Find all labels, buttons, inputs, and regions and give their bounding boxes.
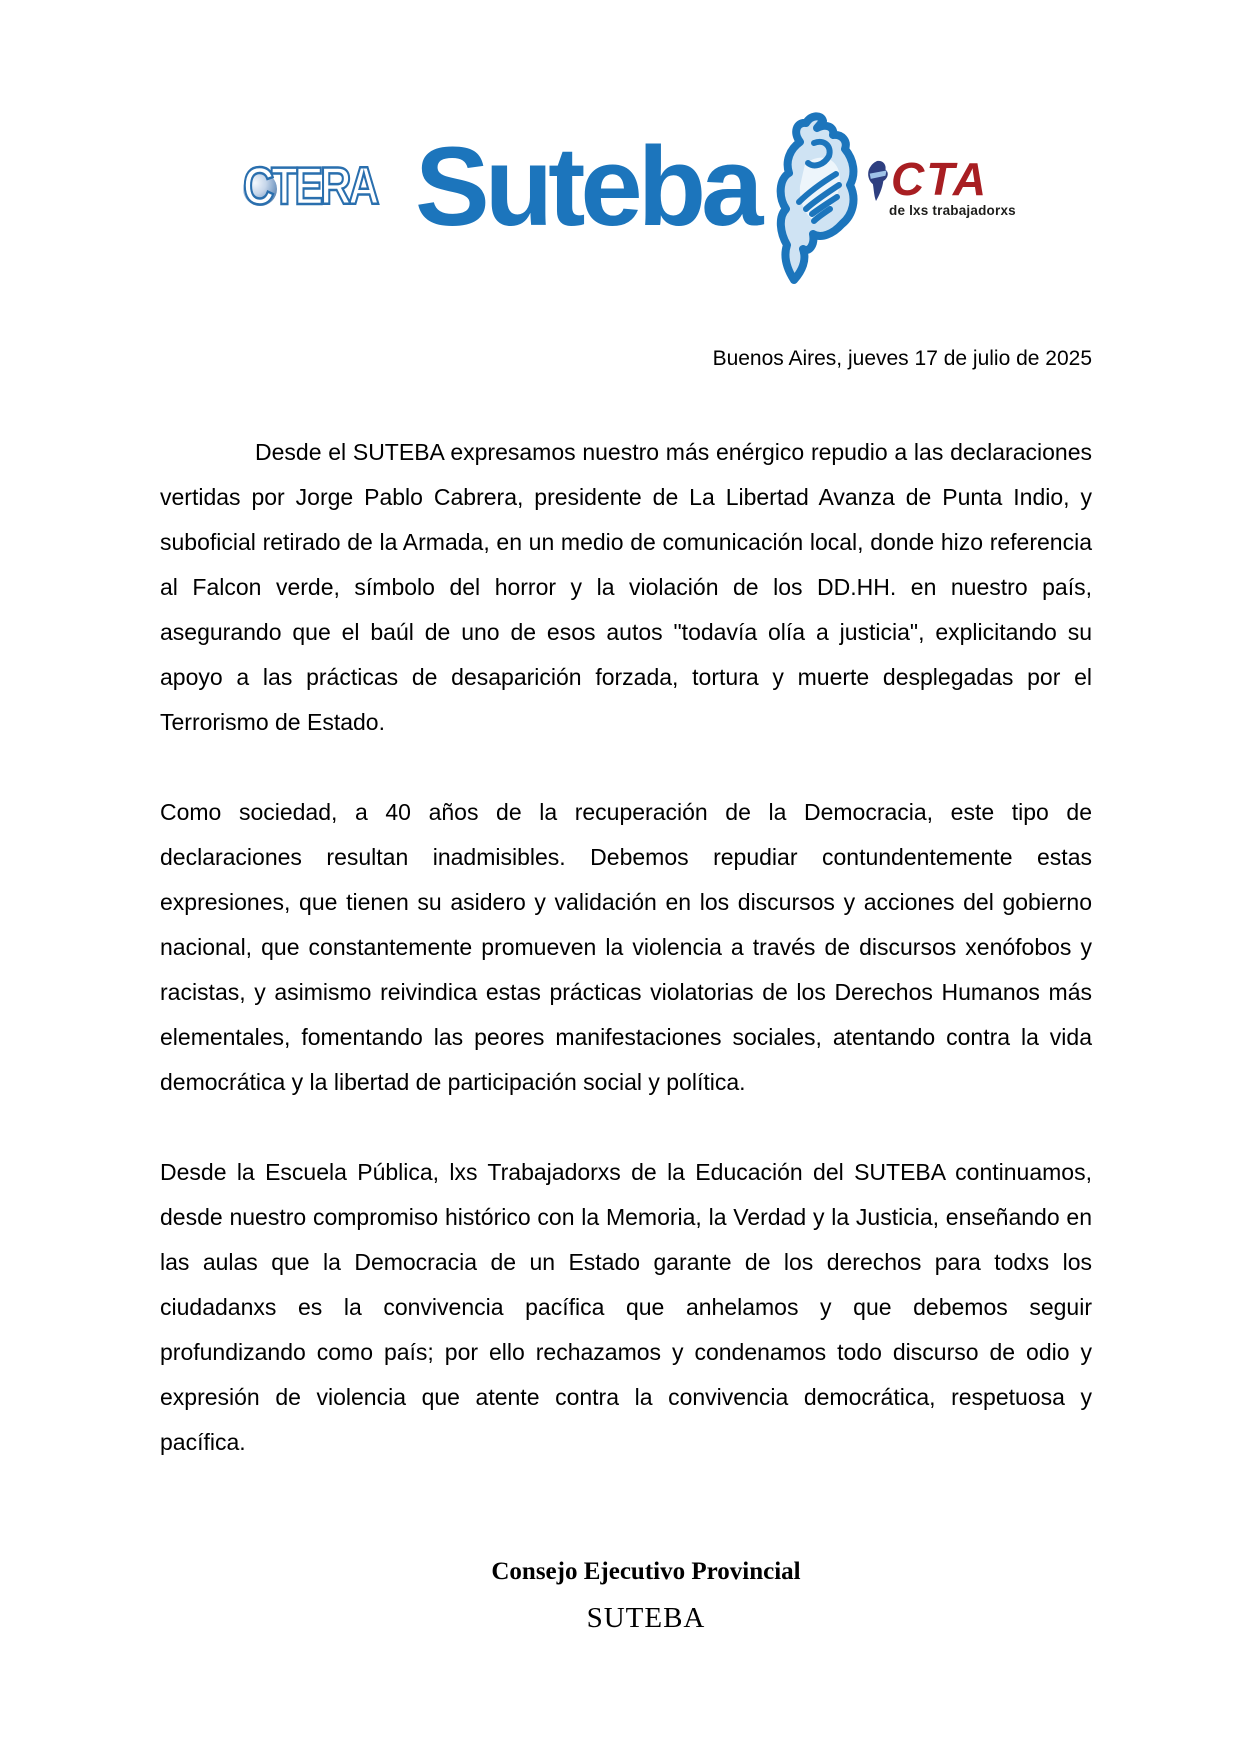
south-america-map-icon bbox=[863, 160, 889, 202]
letter-body bbox=[160, 345, 1092, 1635]
footer-signature-title: Consejo Ejecutivo Provincial bbox=[491, 1558, 801, 1585]
cta-subtitle: de lxs trabajadorxs bbox=[889, 203, 1016, 218]
ctera-wordmark: CTERA bbox=[243, 157, 377, 216]
suteba-wordmark: Suteba bbox=[415, 124, 759, 249]
cta-wordmark: CTA bbox=[891, 153, 989, 205]
suteba-map-hand-icon bbox=[760, 112, 860, 287]
footer-signature-org: SUTEBA bbox=[586, 1602, 706, 1634]
suteba-logo bbox=[415, 112, 860, 287]
body-paragraph-1: Desde el SUTEBA expresamos nuestro más enérgico repudio a las declaraciones vertidas por Jorge Pablo Cabrera, presidente de La Libertad Avanza de Punta Indio, y suboficial retirado de la Armada, en un medio de comunicación local, donde hizo referencia al Falcon verde, símbolo del horror y la violación de los DD.HH. en nuestro país, asegurando que el baúl de uno de esos autos "todavía olía a justicia", explicitando su apoyo a las prácticas de desaparición forzada, tortura y muerte desplegadas por el Terrorismo de Estado. bbox=[160, 439, 1092, 735]
letterhead bbox=[0, 0, 1242, 310]
date-line: Buenos Aires, jueves 17 de julio de 2025 bbox=[712, 347, 1092, 370]
cta-logo bbox=[863, 153, 1038, 218]
body-paragraph-3: Desde la Escuela Pública, lxs Trabajadorxs de la Educación del SUTEBA continuamos, desde nuestro compromiso histórico con la Memoria, la Verdad y la Justicia, enseñando en las aulas que la Democracia de un Estado garante de los derechos para todxs los ciudadanxs es la convivencia pacífica que anhelamos y que debemos seguir profundizando como país; por ello rechazamos y condenamos todo discurso de odio y expresión de violencia que atente contra la convivencia democrática, respetuosa y pacífica. bbox=[160, 1159, 1092, 1455]
signature-block bbox=[160, 1557, 1092, 1635]
ctera-logo bbox=[243, 157, 406, 216]
body-paragraph-2: Como sociedad, a 40 años de la recuperación de la Democracia, este tipo de declaraciones resultan inadmisibles. Debemos repudiar contundentemente estas expresiones, que tienen su asidero y validación en los discursos y acciones del gobierno nacional, que constantemente promueven la violencia a través de discursos xenófobos y racistas, y asimismo reivindica estas prácticas violatorias de los Derechos Humanos más elementales, fomentando las peores manifestaciones sociales, atentando contra la vida democrática y la libertad de participación social y política. bbox=[160, 799, 1092, 1095]
